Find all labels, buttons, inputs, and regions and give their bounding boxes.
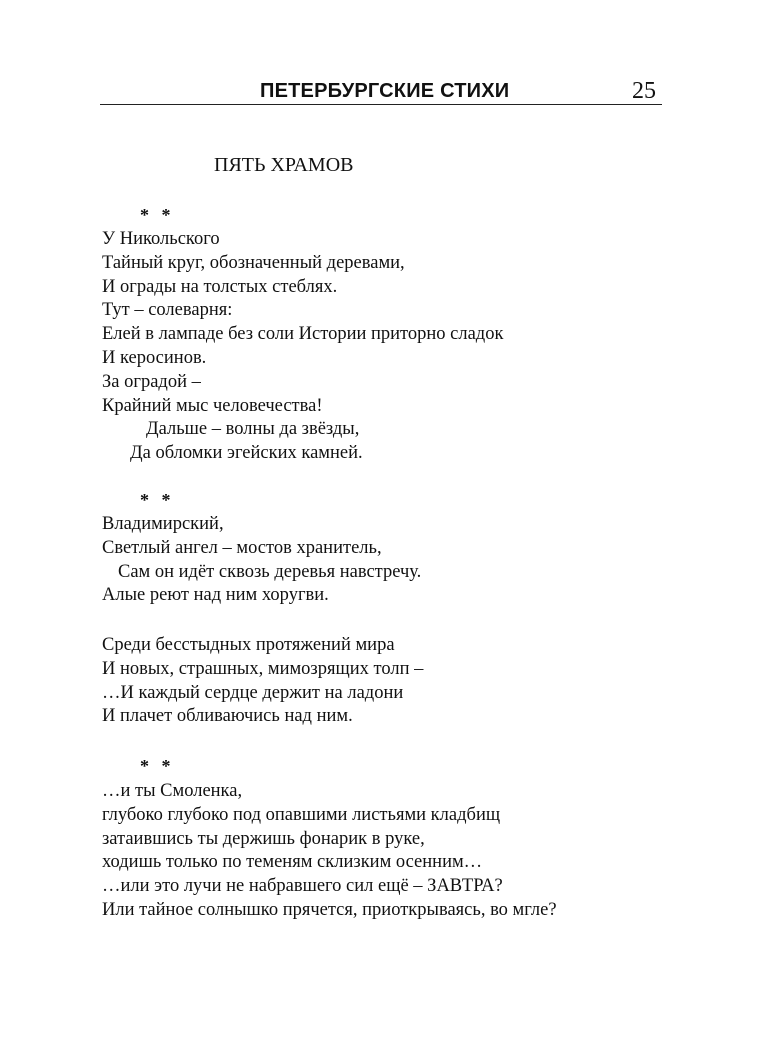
poem-line: затаившись ты держишь фонарик в руке, bbox=[102, 828, 425, 849]
poem-line: Владимирский, bbox=[102, 514, 224, 534]
section-divider-stars: * * bbox=[140, 756, 175, 776]
poem-line: Среди бесстыдных протяжений мира bbox=[102, 635, 395, 655]
running-title: ПЕТЕРБУРГСКИЕ СТИХИ bbox=[260, 80, 510, 102]
poem-line: …или это лучи не набравшего сил ещё – ЗАВТРА? bbox=[102, 876, 503, 897]
poem-line: Да обломки эгейских камней. bbox=[130, 443, 363, 464]
stanza-3 bbox=[102, 634, 423, 729]
poem-line: Или тайное солнышко прячется, приоткрываясь, во мгле? bbox=[102, 899, 557, 920]
poem-line: За оградой – bbox=[102, 371, 201, 392]
page-header bbox=[100, 78, 660, 106]
poem-line: Крайний мыс человечества! bbox=[102, 395, 323, 416]
section-divider-stars: * * bbox=[140, 205, 175, 225]
stanza-2 bbox=[102, 513, 421, 608]
poem-line: Тут – солеварня: bbox=[102, 300, 233, 321]
poem-line: И ограды на толстых стеблях. bbox=[102, 276, 338, 297]
header-rule bbox=[100, 104, 662, 105]
poem-line: Алые реют над ним хоругви. bbox=[102, 585, 329, 606]
poem-line: И керосинов. bbox=[102, 347, 207, 368]
poem-line: …и ты Смоленка, bbox=[102, 781, 243, 801]
poem-line: У Никольского bbox=[102, 229, 220, 249]
section-divider-stars: * * bbox=[140, 490, 175, 510]
poem-line: И новых, страшных, мимозрящих толп – bbox=[102, 658, 424, 679]
stanza-4 bbox=[102, 780, 557, 923]
poem-line: …И каждый сердце держит на ладони bbox=[102, 682, 404, 703]
poem-line: глубоко глубоко под опавшими листьями кладбищ bbox=[102, 804, 501, 825]
poem-line: Сам он идёт сквозь деревья навстречу. bbox=[118, 561, 422, 582]
poem-line: Тайный круг, обозначенный деревами, bbox=[102, 252, 405, 273]
poem-line: И плачет обливаючись над ним. bbox=[102, 706, 353, 727]
poem-line: Дальше – волны да звёзды, bbox=[146, 419, 360, 440]
poem-title: ПЯТЬ ХРАМОВ bbox=[214, 154, 354, 176]
page-number: 25 bbox=[632, 78, 656, 104]
stanza-1 bbox=[102, 228, 503, 466]
poem-line: ходишь только по теменям склизким осенним… bbox=[102, 852, 483, 873]
poem-line: Светлый ангел – мостов хранитель, bbox=[102, 537, 382, 558]
poem-line: Елей в лампаде без соли Истории приторно сладок bbox=[102, 324, 504, 345]
